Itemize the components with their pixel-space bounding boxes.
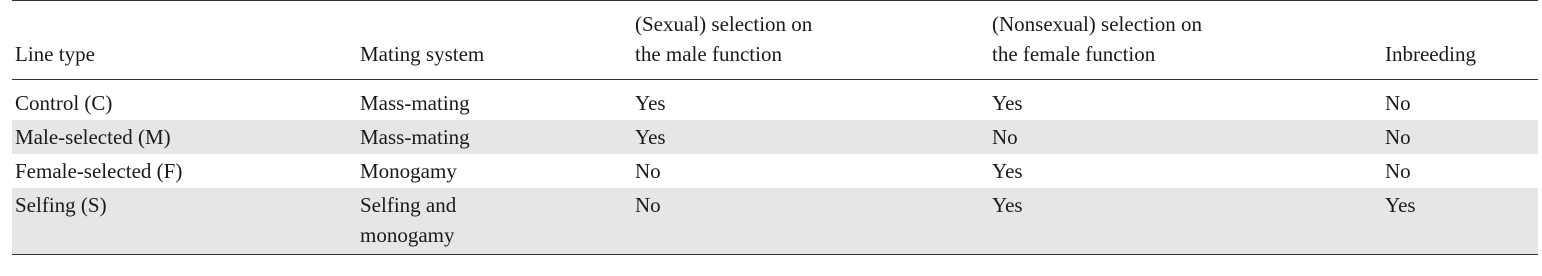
cell-sexual-selection: No	[635, 188, 992, 255]
table-container	[12, 0, 1538, 255]
header-line-type-text: Line type	[15, 42, 95, 66]
header-sexual-selection-line1: (Sexual) selection on	[635, 12, 813, 36]
header-sexual-selection-male	[635, 1, 992, 80]
header-inbreeding-text: Inbreeding	[1385, 42, 1476, 66]
cell-sexual-selection: No	[635, 159, 661, 183]
header-mating-system	[360, 1, 635, 80]
header-nonsexual-selection-line2: the female function	[992, 42, 1156, 66]
line-types-table	[12, 0, 1538, 255]
table-row	[12, 120, 1538, 154]
cell-inbreeding: Yes	[1385, 188, 1538, 255]
cell-line-type: Female-selected (F)	[15, 159, 183, 183]
cell-nonsexual-selection: Yes	[992, 188, 1385, 255]
table-header	[12, 1, 1538, 80]
cell-sexual-selection: Yes	[635, 120, 992, 154]
header-nonsexual-selection-female	[992, 1, 1385, 80]
cell-mating-system-line1: Selfing and	[360, 193, 457, 217]
cell-line-type: Selfing (S)	[12, 188, 360, 255]
cell-mating-system	[360, 188, 635, 255]
cell-inbreeding: No	[1385, 91, 1411, 115]
cell-inbreeding: No	[1385, 120, 1538, 154]
cell-line-type: Control (C)	[15, 91, 113, 115]
cell-sexual-selection: Yes	[635, 91, 666, 115]
cell-mating-system: Mass-mating	[360, 91, 470, 115]
table-row	[12, 188, 1538, 255]
cell-line-type: Male-selected (M)	[12, 120, 360, 154]
cell-nonsexual-selection: No	[992, 120, 1385, 154]
cell-nonsexual-selection: Yes	[992, 91, 1023, 115]
header-sexual-selection-line2: the male function	[635, 42, 782, 66]
header-nonsexual-selection-line1: (Nonsexual) selection on	[992, 12, 1202, 36]
cell-nonsexual-selection: Yes	[992, 159, 1023, 183]
cell-mating-system: Monogamy	[360, 159, 457, 183]
header-inbreeding	[1385, 1, 1538, 80]
table-row	[12, 86, 1538, 120]
header-row	[12, 1, 1538, 80]
header-mating-system-text: Mating system	[360, 42, 485, 66]
header-line-type	[12, 1, 360, 80]
cell-inbreeding: No	[1385, 159, 1411, 183]
table-body	[12, 80, 1538, 255]
cell-mating-system: Mass-mating	[360, 120, 635, 154]
table-row	[12, 154, 1538, 188]
cell-mating-system-line2: monogamy	[360, 223, 455, 247]
